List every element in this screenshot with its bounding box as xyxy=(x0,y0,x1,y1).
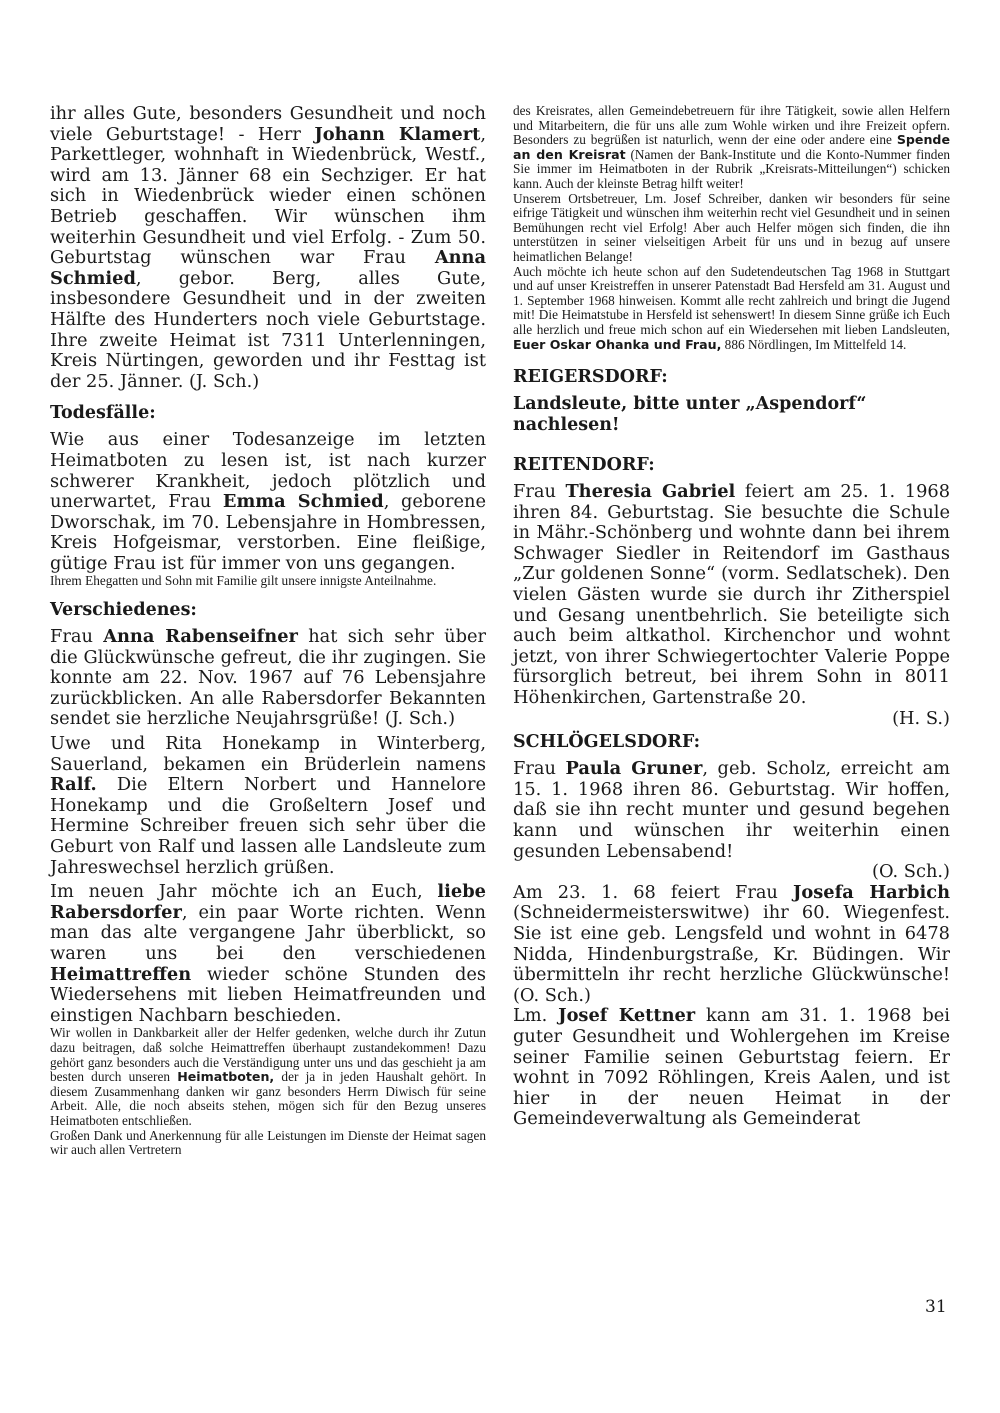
small-print-paragraph: Auch möchte ich heute schon auf den Sudetendeutschen Tag 1968 in Stuttgart und auf unser Kreistreffen in unserer Patenstadt Bad Hersfeld am 31. August und 1. September 1968 hinweisen. Kommt alle recht zahlreich und bringt die Jugend mit! Die Heimatstube in Hersfeld ist sehenswert! In diesem Sinne grüße ich Euch alle herzlich und freue mich schon auf ein Wiedersehen mit lieben Landsleuten, Euer Oskar Ohanka und Frau, 886 Nördlingen, Im Mittelfeld 14. xyxy=(513,263,950,352)
article-paragraph: Wie aus einer Todesanzeige im letzten Heimatboten zu lesen ist, ist nach kurzer schwerer Krankheit, jedoch plötzlich und unerwartet, Frau Emma Schmied, geborene Dworschak, im 70. Lebensjahre in Hombressen, Kreis Hofgeismar, verstorben. Eine fleißige, gütige Frau ist für immer von uns gegangen. xyxy=(50,429,486,574)
small-print-paragraph: Ihrem Ehegatten und Sohn mit Familie gilt unsere innigste Anteilnahme. xyxy=(50,573,437,589)
left-column xyxy=(50,104,486,1158)
section-heading-reigersdorf: REIGERSDORF: xyxy=(513,367,668,388)
article-paragraph: Lm. Josef Kettner kann am 31. 1. 1968 bei guter Gesundheit und Wohlergehen im Kreise seiner Familie seinen Geburtstag feiern. Er wohnt in 7092 Röhlingen, Kreis Aalen, und ist hier in der neuen Heimat in der Gemeindeverwaltung als Gemeinderat xyxy=(513,1005,950,1130)
page-number: 31 xyxy=(925,1297,947,1317)
article-paragraph: Uwe und Rita Honekamp in Winterberg, Sauerland, bekamen ein Brüderlein namens Ralf. Die Eltern Norbert und Hannelore Honekamp und die Großeltern Josef und Hermine Schreiber freuen sich sehr über die Geburt von Ralf und lassen alle Landsleute zum Jahreswechsel herzlich grüßen. xyxy=(50,733,486,878)
section-heading-verschiedenes: Verschiedenes: xyxy=(50,600,197,621)
article-paragraph: Am 23. 1. 68 feiert Frau Josefa Harbich (Schneidermeisterswitwe) ihr 60. Wiegenfest. Sie ist eine geb. Lengsfeld und wohnt in 6478 Nidda, Hindenburgstraße, Kr. Büdingen. Wir übermitteln ihr recht herzliche Glückwünsche! (O. Sch.) xyxy=(513,881,950,1006)
small-print-paragraph: des Kreisrates, allen Gemeindebetreuern für ihre Tätigkeit, sowie allen Helfern und Mitarbeitern, die für uns alle zum Wohle wirken und ihre Freizeit opfern. Besonders zu begrüßen ist naturlich, wenn der eine oder andere eine Spende an den Kreisrat (Namen der Bank-Institute und die Konto-Nummer finden Sie immer im Heimatboten in der Rubrik „Kreisrats-Mitteilungen“) schicken kann. Auch der kleinste Betrag hilft weiter! xyxy=(513,103,950,191)
article-paragraph: ihr alles Gute, besonders Gesundheit und noch viele Geburtstage! - Herr Johann Klamert, Parkettleger, wohnhaft in Wiedenbrück, Westf., wird am 13. Jänner 68 ein Sechziger. Er hat sich in Wiedenbrück wieder einen schönen Betrieb geschaffen. Wir wünschen ihm weiterhin Gesundheit und viel Erfolg. - Zum 50. Geburtstag wünschen war Frau Anna Schmied, gebor. Berg, alles Gute, insbesondere Gesundheit und in der zweiten Hälfte des Hunderters noch viele Geburtstage. Ihre zweite Heimat ist 7311 Unterlenningen, Kreis Nürtingen, geworden und ihr Festtag ist der 25. Jänner. (J. Sch.) xyxy=(50,103,486,392)
small-print-paragraph: Wir wollen in Dankbarkeit aller der Helfer gedenken, welche durch ihr Zutun dazu beitragen, daß solche Heimattreffen überhaupt zustandekommen! Dazu gehört ganz besonders auch die Verständigung unter uns und das geschieht ja am besten durch unseren Heimatboten, der ja in jeden Haushalt gehört. In diesem Zusammenhang danken wir ganz besonders Herrn Diwisch für seine Arbeit. Alle, die noch abseits stehen, mögen sich für den Bezug unseres Heimatboten entschließen. xyxy=(50,1025,486,1128)
article-paragraph: Frau Theresia Gabriel feiert am 25. 1. 1968 ihren 84. Geburtstag. Sie besuchte die Schule in Mähr.-Schönberg und wohnte dann bei ihrem Schwager Siedler in Reitendorf im Gasthaus „Zur goldenen Sonne“ (vorm. Sedlatschek). Den vielen Gästen wurde sie durch ihr Zitherspiel und Gesang unentbehrlich. Sie beteiligte sich auch beim altkathol. Kirchenchor und wohnt jetzt, von ihrer Schwiegertochter Valerie Poppe fürsorglich betreut, bei ihrem Sohn in 8011 Höhenkirchen, Gartenstraße 20. xyxy=(513,481,951,709)
section-heading-reitendorf: REITENDORF: xyxy=(513,455,655,476)
article-paragraph: Frau Paula Gruner, geb. Scholz, erreicht am 15. 1. 1968 ihren 86. Geburtstag. Wir hoffen, daß sie ihn recht munter und gesund begehen kann und wünschen ihr weiterhin einen gesunden Lebensabend! xyxy=(513,758,951,862)
author-initials: (H. S.) xyxy=(892,707,950,729)
article-paragraph: Im neuen Jahr möchte ich an Euch, liebe Rabersdorfer, ein paar Worte richten. Wenn man das alte vergangene Jahr überblickt, so waren uns bei den verschiedenen Heimattreffen wieder schöne Stunden des Wiedersehens mit lieben Heimatfreunden und einstigen Nachbarn beschieden. xyxy=(50,881,486,1026)
small-print-paragraph: Großen Dank und Anerkennung für alle Leistungen im Dienste der Heimat sagen wir auch allen Vertretern xyxy=(50,1127,486,1158)
article-paragraph: Frau Anna Rabenseifner hat sich sehr über die Glückwünsche gefreut, die ihr zugingen. Sie konnte am 22. Nov. 1967 auf 76 Lebensjahre zurückblicken. An alle Rabersdorfer Bekannten sendet sie herzliche Neujahrsgrüße! (J. Sch.) xyxy=(50,626,486,730)
small-print-paragraph: Unserem Ortsbetreuer, Lm. Josef Schreiber, danken wir besonders für seine eifrige Tätigkeit und wünschen ihm weiterhin recht viel Gesundheit und in seinen Bemühungen recht viel Erfolg! Aber auch Helfer mögen sich finden, die ihn unterstützen in seiner vielseitigen Arbeit für uns und in bezug auf unsere heimatlichen Belange! xyxy=(513,190,950,264)
reigersdorf-subheading: Landsleute, bitte unter „Aspendorf“ nachlesen! xyxy=(513,394,867,436)
section-heading-schloegelsdorf: SCHLÖGELSDORF: xyxy=(513,732,701,753)
author-initials: (O. Sch.) xyxy=(872,861,950,883)
right-column xyxy=(513,104,950,1130)
section-heading-todesfaelle: Todesfälle: xyxy=(50,403,156,424)
